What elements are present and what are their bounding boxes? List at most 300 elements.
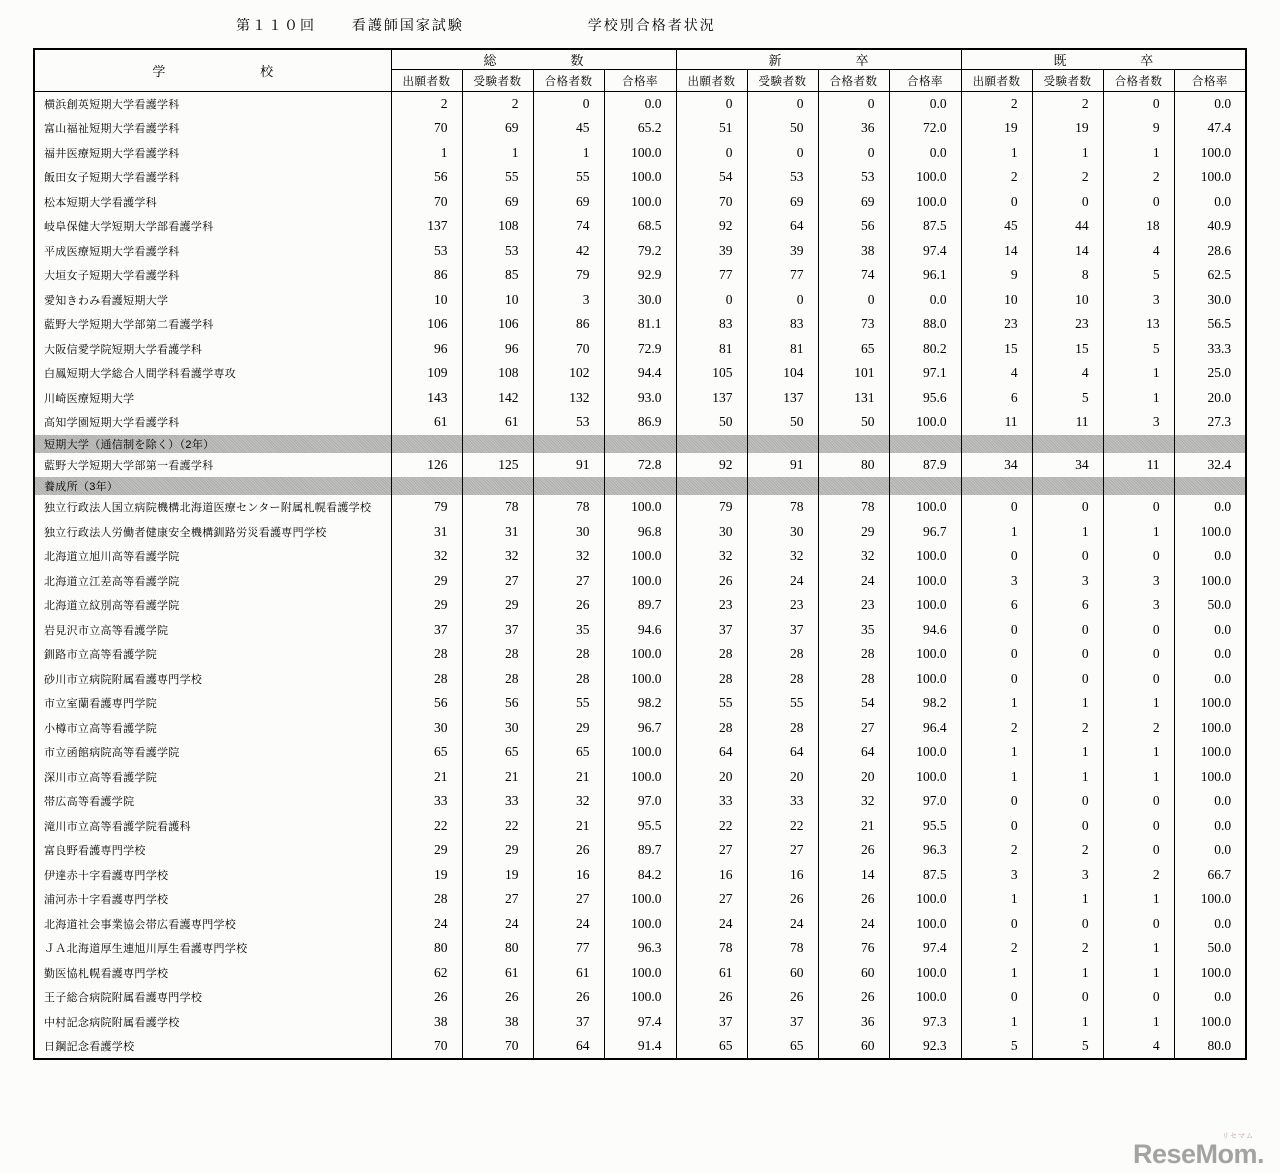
value-total-examinees: 28 <box>462 667 533 692</box>
value-new-grad-applicants: 81 <box>676 337 747 362</box>
value-total-applicants: 70 <box>391 190 462 215</box>
value-total-examinees: 38 <box>462 1010 533 1035</box>
section-empty-cell <box>1103 435 1174 453</box>
value-total-examinees: 31 <box>462 520 533 545</box>
table-row <box>34 740 1246 765</box>
table-row <box>34 386 1246 411</box>
table-row <box>34 1010 1246 1035</box>
value-total-applicants: 126 <box>391 453 462 478</box>
value-repeat-grad-applicants: 34 <box>961 453 1032 478</box>
value-repeat-grad-examinees: 1 <box>1032 691 1103 716</box>
subheader-pass-rate: 合格率 <box>604 70 676 92</box>
value-repeat-grad-passers: 1 <box>1103 520 1174 545</box>
value-total-examinees: 78 <box>462 495 533 520</box>
value-new-grad-passers: 26 <box>818 887 889 912</box>
value-repeat-grad-passers: 1 <box>1103 1010 1174 1035</box>
value-repeat-grad-pass-rate: 50.0 <box>1174 936 1246 961</box>
value-new-grad-passers: 32 <box>818 544 889 569</box>
school-name: 独立行政法人労働者健康安全機構釧路労災看護専門学校 <box>34 520 391 545</box>
value-total-pass-rate: 100.0 <box>604 165 676 190</box>
value-repeat-grad-pass-rate: 0.0 <box>1174 495 1246 520</box>
school-name: 藍野大学短期大学部第一看護学科 <box>34 453 391 478</box>
value-new-grad-examinees: 53 <box>747 165 818 190</box>
value-new-grad-passers: 53 <box>818 165 889 190</box>
value-repeat-grad-examinees: 0 <box>1032 985 1103 1010</box>
value-total-examinees: 70 <box>462 1034 533 1059</box>
value-total-examinees: 69 <box>462 190 533 215</box>
value-new-grad-passers: 28 <box>818 667 889 692</box>
value-total-pass-rate: 100.0 <box>604 141 676 166</box>
section-empty-cell <box>818 477 889 495</box>
value-new-grad-passers: 38 <box>818 239 889 264</box>
value-total-pass-rate: 97.0 <box>604 789 676 814</box>
value-new-grad-passers: 0 <box>818 288 889 313</box>
value-total-applicants: 86 <box>391 263 462 288</box>
value-total-applicants: 61 <box>391 410 462 435</box>
value-new-grad-passers: 50 <box>818 410 889 435</box>
table-row <box>34 618 1246 643</box>
value-total-passers: 132 <box>533 386 604 411</box>
value-new-grad-applicants: 92 <box>676 453 747 478</box>
value-repeat-grad-applicants: 1 <box>961 961 1032 986</box>
value-new-grad-examinees: 27 <box>747 838 818 863</box>
value-total-passers: 21 <box>533 765 604 790</box>
value-new-grad-examinees: 37 <box>747 1010 818 1035</box>
value-repeat-grad-applicants: 45 <box>961 214 1032 239</box>
value-total-passers: 77 <box>533 936 604 961</box>
school-name: 北海道立江差高等看護学院 <box>34 569 391 594</box>
value-total-examinees: 96 <box>462 337 533 362</box>
value-new-grad-pass-rate: 100.0 <box>889 410 961 435</box>
value-repeat-grad-examinees: 2 <box>1032 838 1103 863</box>
school-name: 伊達赤十字看護専門学校 <box>34 863 391 888</box>
school-name: 浦河赤十字看護専門学校 <box>34 887 391 912</box>
value-new-grad-passers: 54 <box>818 691 889 716</box>
value-repeat-grad-applicants: 3 <box>961 863 1032 888</box>
value-new-grad-applicants: 22 <box>676 814 747 839</box>
section-label: 養成所（3年） <box>34 477 391 495</box>
value-repeat-grad-examinees: 10 <box>1032 288 1103 313</box>
table-row <box>34 190 1246 215</box>
table-row <box>34 765 1246 790</box>
value-repeat-grad-pass-rate: 100.0 <box>1174 1010 1246 1035</box>
section-empty-cell <box>1032 477 1103 495</box>
value-repeat-grad-applicants: 23 <box>961 312 1032 337</box>
value-new-grad-passers: 69 <box>818 190 889 215</box>
value-new-grad-passers: 0 <box>818 141 889 166</box>
subheader-examinees: 受験者数 <box>1032 70 1103 92</box>
value-repeat-grad-examinees: 2 <box>1032 936 1103 961</box>
value-total-passers: 27 <box>533 569 604 594</box>
value-new-grad-passers: 76 <box>818 936 889 961</box>
value-new-grad-examinees: 83 <box>747 312 818 337</box>
value-new-grad-applicants: 61 <box>676 961 747 986</box>
value-new-grad-applicants: 137 <box>676 386 747 411</box>
table-row <box>34 593 1246 618</box>
value-total-pass-rate: 100.0 <box>604 667 676 692</box>
value-repeat-grad-passers: 3 <box>1103 593 1174 618</box>
value-total-passers: 21 <box>533 814 604 839</box>
value-total-applicants: 37 <box>391 618 462 643</box>
value-repeat-grad-applicants: 1 <box>961 887 1032 912</box>
table-row <box>34 263 1246 288</box>
school-name: 平成医療短期大学看護学科 <box>34 239 391 264</box>
value-new-grad-applicants: 92 <box>676 214 747 239</box>
value-total-passers: 26 <box>533 985 604 1010</box>
value-new-grad-examinees: 50 <box>747 410 818 435</box>
value-repeat-grad-examinees: 2 <box>1032 716 1103 741</box>
school-name: 松本短期大学看護学科 <box>34 190 391 215</box>
value-total-examinees: 69 <box>462 116 533 141</box>
value-repeat-grad-applicants: 1 <box>961 520 1032 545</box>
value-repeat-grad-examinees: 1 <box>1032 1010 1103 1035</box>
section-empty-cell <box>1174 435 1246 453</box>
value-total-examinees: 29 <box>462 838 533 863</box>
section-empty-cell <box>604 435 676 453</box>
value-total-passers: 91 <box>533 453 604 478</box>
value-repeat-grad-applicants: 2 <box>961 716 1032 741</box>
value-new-grad-examinees: 24 <box>747 569 818 594</box>
value-total-passers: 16 <box>533 863 604 888</box>
value-repeat-grad-pass-rate: 28.6 <box>1174 239 1246 264</box>
value-repeat-grad-examinees: 14 <box>1032 239 1103 264</box>
exam-name: 看護師国家試験 <box>351 17 464 33</box>
value-total-pass-rate: 96.8 <box>604 520 676 545</box>
value-new-grad-passers: 35 <box>818 618 889 643</box>
value-total-pass-rate: 94.6 <box>604 618 676 643</box>
value-repeat-grad-applicants: 0 <box>961 544 1032 569</box>
table-row <box>34 312 1246 337</box>
value-total-examinees: 28 <box>462 642 533 667</box>
value-new-grad-pass-rate: 100.0 <box>889 985 961 1010</box>
value-repeat-grad-passers: 3 <box>1103 410 1174 435</box>
value-repeat-grad-passers: 0 <box>1103 912 1174 937</box>
value-repeat-grad-passers: 1 <box>1103 361 1174 386</box>
value-total-examinees: 65 <box>462 740 533 765</box>
value-total-examinees: 22 <box>462 814 533 839</box>
value-total-applicants: 24 <box>391 912 462 937</box>
value-new-grad-applicants: 28 <box>676 667 747 692</box>
resemom-ruby-text: リセマム <box>1222 1133 1254 1140</box>
table-row <box>34 642 1246 667</box>
value-total-examinees: 24 <box>462 912 533 937</box>
value-repeat-grad-pass-rate: 0.0 <box>1174 814 1246 839</box>
value-total-examinees: 33 <box>462 789 533 814</box>
value-repeat-grad-pass-rate: 100.0 <box>1174 961 1246 986</box>
value-repeat-grad-examinees: 2 <box>1032 92 1103 117</box>
value-total-passers: 61 <box>533 961 604 986</box>
value-new-grad-applicants: 51 <box>676 116 747 141</box>
value-total-applicants: 32 <box>391 544 462 569</box>
value-new-grad-examinees: 78 <box>747 495 818 520</box>
value-total-applicants: 26 <box>391 985 462 1010</box>
value-repeat-grad-applicants: 1 <box>961 1010 1032 1035</box>
value-new-grad-examinees: 26 <box>747 985 818 1010</box>
value-total-examinees: 37 <box>462 618 533 643</box>
exam-number: 第１１０回 <box>236 17 316 33</box>
value-repeat-grad-passers: 0 <box>1103 544 1174 569</box>
value-repeat-grad-examinees: 15 <box>1032 337 1103 362</box>
value-repeat-grad-pass-rate: 0.0 <box>1174 789 1246 814</box>
value-new-grad-applicants: 50 <box>676 410 747 435</box>
school-name: 川崎医療短期大学 <box>34 386 391 411</box>
value-total-examinees: 56 <box>462 691 533 716</box>
value-new-grad-examinees: 55 <box>747 691 818 716</box>
value-total-applicants: 29 <box>391 569 462 594</box>
value-repeat-grad-passers: 4 <box>1103 239 1174 264</box>
subheader-applicants: 出願者数 <box>391 70 462 92</box>
value-repeat-grad-applicants: 0 <box>961 667 1032 692</box>
value-new-grad-passers: 60 <box>818 961 889 986</box>
value-total-examinees: 19 <box>462 863 533 888</box>
value-new-grad-passers: 73 <box>818 312 889 337</box>
value-new-grad-examinees: 69 <box>747 190 818 215</box>
value-repeat-grad-passers: 5 <box>1103 263 1174 288</box>
value-total-applicants: 80 <box>391 936 462 961</box>
value-total-examinees: 32 <box>462 544 533 569</box>
subheader-passers: 合格者数 <box>818 70 889 92</box>
table-row <box>34 116 1246 141</box>
value-new-grad-examinees: 33 <box>747 789 818 814</box>
table-row <box>34 165 1246 190</box>
table-row <box>34 495 1246 520</box>
table-row <box>34 214 1246 239</box>
value-new-grad-applicants: 28 <box>676 716 747 741</box>
value-new-grad-examinees: 65 <box>747 1034 818 1059</box>
value-repeat-grad-pass-rate: 0.0 <box>1174 667 1246 692</box>
value-new-grad-applicants: 32 <box>676 544 747 569</box>
value-new-grad-passers: 20 <box>818 765 889 790</box>
section-empty-cell <box>747 477 818 495</box>
value-new-grad-passers: 24 <box>818 569 889 594</box>
value-new-grad-passers: 78 <box>818 495 889 520</box>
section-empty-cell <box>391 435 462 453</box>
value-new-grad-applicants: 20 <box>676 765 747 790</box>
value-total-passers: 70 <box>533 337 604 362</box>
value-total-examinees: 106 <box>462 312 533 337</box>
value-repeat-grad-examinees: 0 <box>1032 495 1103 520</box>
value-new-grad-applicants: 55 <box>676 691 747 716</box>
value-repeat-grad-applicants: 10 <box>961 288 1032 313</box>
subheader-examinees: 受験者数 <box>462 70 533 92</box>
value-new-grad-passers: 26 <box>818 838 889 863</box>
value-new-grad-pass-rate: 95.6 <box>889 386 961 411</box>
value-total-pass-rate: 100.0 <box>604 642 676 667</box>
value-new-grad-examinees: 0 <box>747 141 818 166</box>
value-total-examinees: 26 <box>462 985 533 1010</box>
value-total-passers: 78 <box>533 495 604 520</box>
group-header-total-label: 総 数 <box>483 53 584 68</box>
value-new-grad-examinees: 37 <box>747 618 818 643</box>
value-total-examinees: 53 <box>462 239 533 264</box>
value-new-grad-pass-rate: 100.0 <box>889 165 961 190</box>
value-total-passers: 26 <box>533 593 604 618</box>
value-repeat-grad-examinees: 5 <box>1032 1034 1103 1059</box>
value-total-pass-rate: 100.0 <box>604 569 676 594</box>
page-title <box>236 15 716 35</box>
value-new-grad-applicants: 0 <box>676 288 747 313</box>
school-name: 高知学園短期大学看護学科 <box>34 410 391 435</box>
value-total-pass-rate: 0.0 <box>604 92 676 117</box>
value-new-grad-applicants: 37 <box>676 618 747 643</box>
subheader-applicants: 出願者数 <box>961 70 1032 92</box>
value-total-applicants: 106 <box>391 312 462 337</box>
value-repeat-grad-pass-rate: 100.0 <box>1174 887 1246 912</box>
school-name: 日鋼記念看護学校 <box>34 1034 391 1059</box>
value-total-passers: 55 <box>533 165 604 190</box>
school-name: 岩見沢市立高等看護学院 <box>34 618 391 643</box>
school-name: 深川市立高等看護学院 <box>34 765 391 790</box>
value-new-grad-pass-rate: 98.2 <box>889 691 961 716</box>
resemom-watermark <box>1133 1131 1264 1170</box>
value-new-grad-pass-rate: 100.0 <box>889 667 961 692</box>
value-total-passers: 64 <box>533 1034 604 1059</box>
value-repeat-grad-applicants: 2 <box>961 92 1032 117</box>
value-new-grad-pass-rate: 0.0 <box>889 141 961 166</box>
value-repeat-grad-passers: 0 <box>1103 190 1174 215</box>
value-new-grad-pass-rate: 87.5 <box>889 863 961 888</box>
value-total-applicants: 1 <box>391 141 462 166</box>
value-repeat-grad-examinees: 19 <box>1032 116 1103 141</box>
value-total-pass-rate: 72.8 <box>604 453 676 478</box>
value-repeat-grad-examinees: 0 <box>1032 544 1103 569</box>
value-total-passers: 28 <box>533 667 604 692</box>
value-total-applicants: 28 <box>391 642 462 667</box>
value-repeat-grad-applicants: 15 <box>961 337 1032 362</box>
value-new-grad-passers: 64 <box>818 740 889 765</box>
value-new-grad-examinees: 137 <box>747 386 818 411</box>
value-new-grad-examinees: 64 <box>747 214 818 239</box>
value-total-passers: 30 <box>533 520 604 545</box>
section-empty-cell <box>1103 477 1174 495</box>
value-repeat-grad-applicants: 6 <box>961 386 1032 411</box>
value-repeat-grad-passers: 0 <box>1103 667 1174 692</box>
group-header-repeat-graduates-label: 既 卒 <box>1053 53 1154 68</box>
value-total-examinees: 2 <box>462 92 533 117</box>
value-new-grad-pass-rate: 88.0 <box>889 312 961 337</box>
value-repeat-grad-passers: 0 <box>1103 642 1174 667</box>
value-total-pass-rate: 89.7 <box>604 593 676 618</box>
section-empty-cell <box>747 435 818 453</box>
value-repeat-grad-passers: 2 <box>1103 716 1174 741</box>
school-name: 小樽市立高等看護学院 <box>34 716 391 741</box>
value-total-passers: 74 <box>533 214 604 239</box>
subheader-pass-rate: 合格率 <box>889 70 961 92</box>
value-repeat-grad-examinees: 23 <box>1032 312 1103 337</box>
value-repeat-grad-pass-rate: 0.0 <box>1174 642 1246 667</box>
group-header-new-graduates <box>676 49 961 70</box>
school-name: ＪＡ北海道厚生連旭川厚生看護専門学校 <box>34 936 391 961</box>
value-new-grad-pass-rate: 97.3 <box>889 1010 961 1035</box>
value-repeat-grad-passers: 2 <box>1103 165 1174 190</box>
value-total-pass-rate: 96.3 <box>604 936 676 961</box>
value-repeat-grad-passers: 13 <box>1103 312 1174 337</box>
value-total-pass-rate: 100.0 <box>604 495 676 520</box>
value-repeat-grad-applicants: 1 <box>961 740 1032 765</box>
value-new-grad-passers: 36 <box>818 1010 889 1035</box>
value-total-passers: 69 <box>533 190 604 215</box>
value-repeat-grad-pass-rate: 0.0 <box>1174 618 1246 643</box>
table-row <box>34 936 1246 961</box>
value-repeat-grad-passers: 3 <box>1103 288 1174 313</box>
value-repeat-grad-examinees: 4 <box>1032 361 1103 386</box>
value-repeat-grad-applicants: 0 <box>961 495 1032 520</box>
value-total-examinees: 10 <box>462 288 533 313</box>
value-new-grad-pass-rate: 87.9 <box>889 453 961 478</box>
value-repeat-grad-applicants: 0 <box>961 814 1032 839</box>
value-new-grad-pass-rate: 87.5 <box>889 214 961 239</box>
section-empty-cell <box>1174 477 1246 495</box>
value-total-applicants: 62 <box>391 961 462 986</box>
value-total-applicants: 70 <box>391 1034 462 1059</box>
value-new-grad-examinees: 24 <box>747 912 818 937</box>
section-empty-cell <box>889 477 961 495</box>
value-new-grad-applicants: 64 <box>676 740 747 765</box>
value-total-pass-rate: 100.0 <box>604 912 676 937</box>
value-repeat-grad-examinees: 1 <box>1032 887 1103 912</box>
value-total-applicants: 143 <box>391 386 462 411</box>
value-total-pass-rate: 100.0 <box>604 765 676 790</box>
value-total-applicants: 56 <box>391 691 462 716</box>
value-repeat-grad-pass-rate: 100.0 <box>1174 765 1246 790</box>
school-name: 王子総合病院附属看護専門学校 <box>34 985 391 1010</box>
school-name: 富山福祉短期大学看護学科 <box>34 116 391 141</box>
value-new-grad-pass-rate: 96.1 <box>889 263 961 288</box>
value-total-applicants: 109 <box>391 361 462 386</box>
value-total-examinees: 108 <box>462 361 533 386</box>
value-total-pass-rate: 72.9 <box>604 337 676 362</box>
value-total-pass-rate: 100.0 <box>604 961 676 986</box>
value-new-grad-pass-rate: 100.0 <box>889 912 961 937</box>
value-repeat-grad-applicants: 5 <box>961 1034 1032 1059</box>
section-empty-cell <box>961 435 1032 453</box>
value-new-grad-applicants: 54 <box>676 165 747 190</box>
value-repeat-grad-pass-rate: 100.0 <box>1174 165 1246 190</box>
value-repeat-grad-examinees: 5 <box>1032 386 1103 411</box>
value-new-grad-passers: 0 <box>818 92 889 117</box>
value-total-passers: 32 <box>533 789 604 814</box>
value-new-grad-examinees: 39 <box>747 239 818 264</box>
value-new-grad-pass-rate: 96.3 <box>889 838 961 863</box>
value-total-passers: 53 <box>533 410 604 435</box>
section-empty-cell <box>533 477 604 495</box>
table-row <box>34 1034 1246 1059</box>
value-total-applicants: 30 <box>391 716 462 741</box>
value-repeat-grad-applicants: 2 <box>961 936 1032 961</box>
section-empty-cell <box>961 477 1032 495</box>
value-repeat-grad-passers: 9 <box>1103 116 1174 141</box>
school-name: 市立室蘭看護専門学院 <box>34 691 391 716</box>
value-new-grad-applicants: 78 <box>676 936 747 961</box>
value-new-grad-applicants: 105 <box>676 361 747 386</box>
section-empty-cell <box>462 477 533 495</box>
section-empty-cell <box>462 435 533 453</box>
table-row <box>34 691 1246 716</box>
section-empty-cell <box>676 477 747 495</box>
value-repeat-grad-pass-rate: 0.0 <box>1174 92 1246 117</box>
table-row <box>34 814 1246 839</box>
value-repeat-grad-passers: 18 <box>1103 214 1174 239</box>
value-new-grad-applicants: 39 <box>676 239 747 264</box>
value-new-grad-examinees: 104 <box>747 361 818 386</box>
value-repeat-grad-applicants: 4 <box>961 361 1032 386</box>
value-new-grad-pass-rate: 96.4 <box>889 716 961 741</box>
value-new-grad-applicants: 27 <box>676 887 747 912</box>
value-new-grad-passers: 60 <box>818 1034 889 1059</box>
value-repeat-grad-examinees: 0 <box>1032 190 1103 215</box>
value-total-pass-rate: 68.5 <box>604 214 676 239</box>
value-new-grad-applicants: 65 <box>676 1034 747 1059</box>
